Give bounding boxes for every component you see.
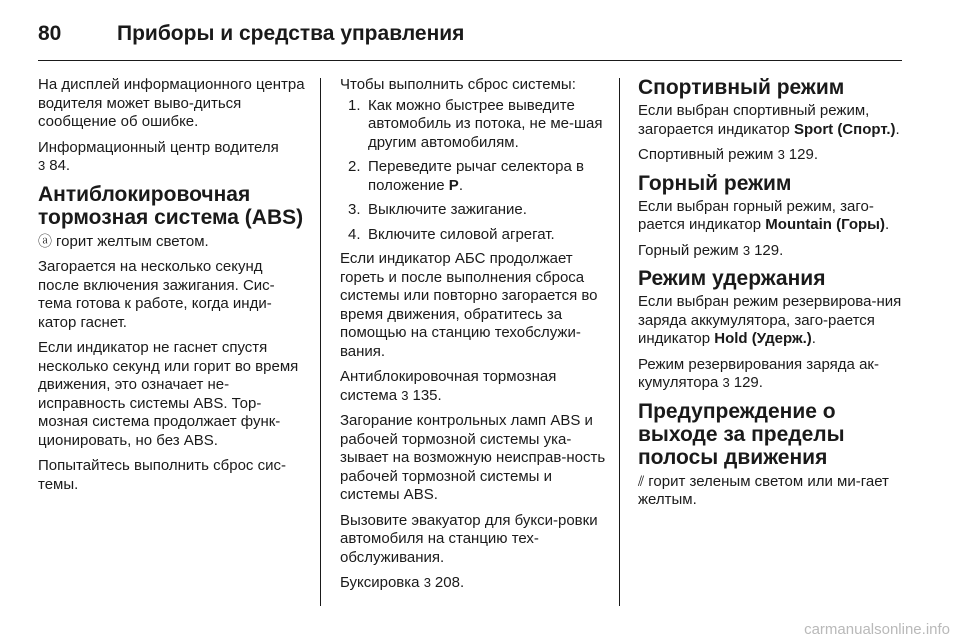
page-ref-icon: 3 — [777, 147, 785, 162]
paragraph-ref: Спортивный режим 3 129. — [638, 146, 818, 163]
page-ref-number[interactable]: 84. — [49, 157, 71, 174]
paragraph: Вызовите эвакуатор для букси-ровки автомобиля на станцию тех-обслуживания. — [340, 511, 598, 566]
page-ref-icon: 3 — [401, 387, 409, 403]
paragraph: ⓐ горит желтым светом. — [38, 232, 209, 250]
column-divider-1 — [320, 78, 321, 606]
lane-departure-icon: ⫽ — [638, 472, 645, 489]
paragraph-ref: Режим резервирования заряда ак-кумулятора 3 129. — [638, 355, 879, 391]
list-item: 2. Переведите рычаг селектора в положение P. — [348, 158, 584, 194]
column-2 — [340, 76, 606, 600]
paragraph-ref: Информационный центр водителя 3 84. — [38, 138, 279, 174]
paragraph: Если выбран горный режим, заго-рается индикатор Mountain (Горы). — [638, 197, 890, 233]
reset-steps-list — [340, 97, 606, 245]
watermark: carmanualsonline.info — [804, 621, 950, 638]
page-ref-icon: 3 — [38, 158, 46, 173]
paragraph-ref: Антиблокировочная тормозная система 3 135. — [340, 368, 557, 404]
paragraph: Если индикатор не гаснет спустя несколько секунд или горит во время движения, это означает не-исправность системы ABS. Тор-мозная система продолжает функ-ционировать, но без ABS. — [38, 339, 299, 449]
page-number: 80 — [38, 22, 62, 45]
paragraph: Попытайтесь выполнить сброс сис-темы. — [38, 457, 286, 493]
paragraph: Загорание контрольных ламп ABS и рабочей тормозной системы ука-зывает на возможную неисправ-ность рабочей тормозной системы и системы ABS. — [340, 412, 606, 503]
paragraph: На дисплей информационного центра водителя может выво-диться сообщение об ошибке. — [38, 76, 305, 130]
page-ref-number[interactable]: 129. — [788, 146, 818, 163]
page-ref-number[interactable]: 129. — [733, 374, 763, 391]
page-ref-number[interactable]: 208. — [434, 574, 465, 591]
paragraph: Если выбран спортивный режим, загорается индикатор Sport (Спорт.). — [638, 102, 900, 138]
page-ref-icon: 3 — [423, 575, 431, 590]
page-ref-number[interactable]: 129. — [754, 241, 784, 259]
section-heading-mountain: Горный режим — [638, 171, 792, 195]
paragraph: Если выбран режим резервирова-ния заряда аккумулятора, заго-рается индикатор Hold (Удерж.). — [638, 293, 902, 347]
page-title: Приборы и средства управления — [117, 22, 465, 45]
page-header — [0, 0, 960, 62]
abs-warning-icon: ⓐ — [38, 232, 52, 249]
page-ref-icon: 3 — [742, 242, 751, 258]
paragraph: Если индикатор АБС продолжает гореть и после выполнения сброса системы или повторно загорается во время движения, обратитесь за помощью на станцию техобслужи-вания. — [340, 250, 598, 360]
header-divider — [38, 60, 902, 61]
list-item: 1. Как можно быстрее выведите автомобиль из потока, не ме-шая другим автомобилям. — [348, 96, 603, 151]
paragraph: ⫽ горит зеленым светом или ми-гает желтым. — [638, 472, 889, 508]
column-3 — [638, 76, 902, 517]
page-ref-icon: 3 — [722, 375, 730, 390]
paragraph-ref: Буксировка 3 208. — [340, 574, 465, 591]
list-item: 4. Включите силовой агрегат. — [348, 225, 555, 243]
section-heading-abs: Антиблокировочная тормозная система (ABS) — [38, 182, 304, 229]
paragraph-ref: Горный режим 3 129. — [638, 241, 784, 259]
section-heading-hold: Режим удержания — [638, 267, 826, 290]
section-heading-sport: Спортивный режим — [638, 76, 845, 99]
page-ref-number[interactable]: 135. — [412, 386, 442, 404]
list-item: 3. Выключите зажигание. — [348, 201, 527, 218]
section-heading-lane-departure: Предупреждение о выходе за пределы полосы движения — [638, 399, 845, 469]
paragraph: Загорается на несколько секунд после включения зажигания. Сис-тема готова к работе, когда инди-катор гаснет. — [38, 258, 275, 331]
column-1 — [38, 76, 306, 501]
paragraph: Чтобы выполнить сброс системы: — [340, 76, 576, 93]
column-divider-2 — [619, 78, 620, 606]
